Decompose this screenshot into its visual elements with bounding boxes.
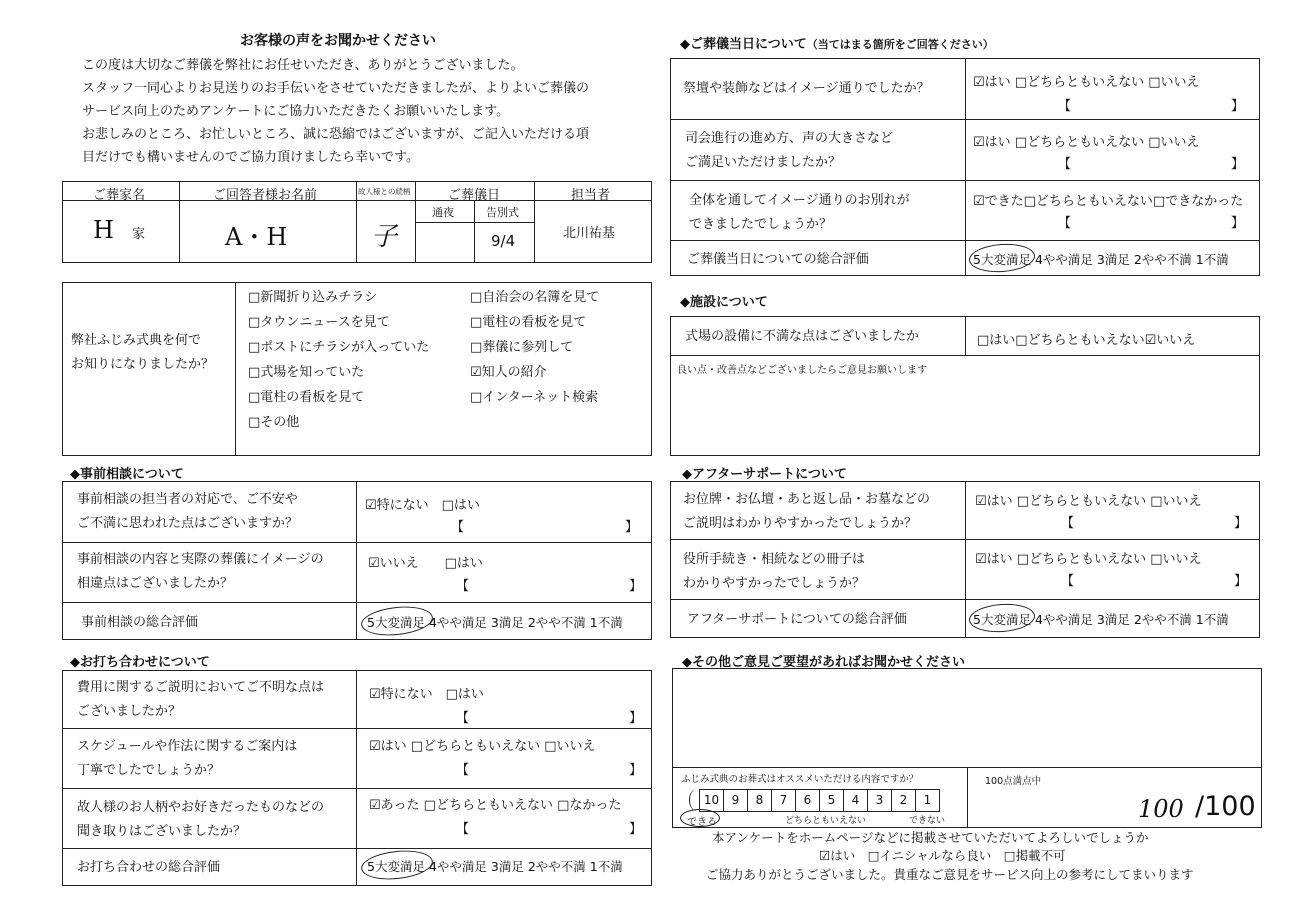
- section-after-support: ◆アフターサポートについて: [682, 467, 847, 482]
- rating-4[interactable]: 4やや満足: [428, 859, 487, 874]
- intro-text: [82, 54, 589, 169]
- question-line: ご満足いただけましたか？: [685, 155, 842, 170]
- how-known-options-left: [248, 285, 429, 435]
- bracket-close: 】: [629, 711, 643, 726]
- recommend-10[interactable]: 10: [699, 789, 724, 812]
- meeting-a2[interactable]: ☑はい □どちらともいえない □いいえ: [369, 739, 596, 754]
- option-post-flyer[interactable]: □ポストにチラシが入っていた: [248, 340, 430, 355]
- recommend-5[interactable]: 5: [819, 789, 844, 812]
- how-known-question: [71, 329, 214, 377]
- meeting-q4: お打ち合わせの総合評価: [77, 860, 221, 875]
- pre-consult-q1: [77, 488, 298, 536]
- bracket-open: 【: [456, 579, 470, 594]
- how-known-options-right: [470, 285, 599, 410]
- intro-line: お悲しみのところ、お忙しいところ、誠に恐縮ではございますが、ご記入いただける項: [82, 127, 590, 142]
- question-line: 事前相談の内容と実際の葬儀にイメージの: [77, 552, 324, 567]
- relation-value: 子: [371, 222, 398, 252]
- question-line: スケジュールや作法に関するご案内は: [77, 739, 298, 754]
- rating-3[interactable]: 3満足: [1096, 612, 1130, 627]
- option-pole-sign-2[interactable]: □電柱の看板を見て: [470, 315, 587, 330]
- option-community-list[interactable]: □自治会の名簿を見て: [470, 290, 600, 305]
- other-box: [672, 668, 1262, 828]
- header-relation: 故人様との続柄: [358, 187, 411, 196]
- funeral-day-q3: [689, 189, 910, 237]
- funeral-day-a3[interactable]: ☑できた□どちらともいえない□できなかった: [973, 194, 1244, 209]
- info-table: [62, 181, 652, 263]
- question-line: 弊社ふじみ式典を何で: [71, 333, 202, 348]
- rating-1[interactable]: 1不満: [589, 859, 623, 874]
- meeting-a3[interactable]: ☑あった □どちらともいえない □なかった: [369, 798, 622, 813]
- question-line: 司会進行の進め方、声の大きさなど: [685, 131, 894, 146]
- intro-line: サービス向上のためアンケートにご協力いただきたくお願いいたします。: [82, 104, 510, 119]
- section-meeting: ◆お打ち合わせについて: [70, 655, 210, 670]
- rating-2[interactable]: 2やや不満: [527, 859, 586, 874]
- funeral-day-q1: 祭壇や装飾などはイメージ通りでしたか？: [683, 81, 930, 96]
- rating-1[interactable]: 1不満: [1195, 252, 1229, 267]
- score-total: /100: [1195, 791, 1256, 822]
- bracket-close: 】: [1231, 99, 1245, 114]
- question-line: できましたでしょうか？: [689, 217, 833, 232]
- pre-consult-a2[interactable]: ☑いいえ □はい: [368, 556, 483, 571]
- label-can: できる: [687, 817, 717, 828]
- recommend-9[interactable]: 9: [723, 789, 748, 812]
- question-line: 全体を通してイメージ通りのお別れが: [689, 193, 910, 208]
- bracket-open: 【: [456, 763, 470, 778]
- rating-4[interactable]: 4やや満足: [1034, 612, 1093, 627]
- bracket-close: 】: [1231, 157, 1245, 172]
- question-line: 事前相談の担当者の対応で、ご不安や: [77, 492, 298, 507]
- recommend-3[interactable]: 3: [867, 789, 892, 812]
- rating-4[interactable]: 4やや満足: [1034, 252, 1093, 267]
- meeting-a1[interactable]: ☑特にない □はい: [369, 687, 484, 702]
- section-facility: ◆施設について: [680, 295, 768, 310]
- selection-circle: [360, 603, 435, 638]
- family-suffix: 家: [132, 227, 146, 242]
- funeral-day-a1[interactable]: ☑はい □どちらともいえない □いいえ: [973, 75, 1200, 90]
- recommend-1[interactable]: 1: [915, 789, 940, 812]
- bracket-open: 【: [1061, 574, 1075, 589]
- selection-circle: [360, 847, 435, 882]
- question-line: ございましたか？: [77, 704, 182, 719]
- bracket-close: 】: [1234, 574, 1248, 589]
- option-acquaintance[interactable]: ☑知人の紹介: [470, 365, 547, 380]
- selection-circle: [680, 809, 720, 827]
- after-q3: アフターサポートについての総合評価: [687, 612, 907, 627]
- pre-consult-q3: 事前相談の総合評価: [81, 615, 199, 630]
- intro-line: 目だけでも構いませんのでご協力頂けましたら幸いです。: [82, 150, 419, 165]
- bracket-close: 】: [629, 579, 643, 594]
- after-q1: [683, 488, 930, 536]
- question-line: ご不満に思われた点はございますか？: [77, 516, 299, 531]
- question-line: 故人様のお人柄やお好きだったものなどの: [77, 800, 325, 815]
- section-pre-consult: ◆事前相談について: [70, 467, 184, 482]
- recommend-6[interactable]: 6: [795, 789, 820, 812]
- header-staff: 担当者: [571, 188, 611, 203]
- pre-consult-a1[interactable]: ☑特にない □はい: [365, 498, 480, 513]
- score-handwritten: 100: [1138, 795, 1184, 823]
- header-family: ご葬家名: [93, 188, 146, 203]
- section-funeral-day: [680, 33, 994, 52]
- question-line: お知りになりましたか？: [71, 357, 215, 372]
- question-line: お位牌・お仏壇・あと返し品・お墓などの: [683, 492, 931, 507]
- option-other[interactable]: □その他: [248, 415, 300, 430]
- facility-box: [670, 316, 1260, 456]
- selection-circle: [968, 602, 1036, 635]
- rating-4[interactable]: 4やや満足: [428, 615, 487, 630]
- question-line: 役所手続き・相続などの冊子は: [683, 552, 866, 567]
- section-other: ◆その他ご意見ご要望があればお聞かせください: [682, 655, 965, 670]
- meeting-q2: [77, 735, 297, 783]
- meeting-box: [62, 670, 652, 886]
- question-line: 聞き取りはございましたか？: [77, 824, 247, 839]
- option-town-news[interactable]: □タウンニュースを見て: [248, 315, 390, 330]
- rating-2[interactable]: 2やや不満: [1133, 612, 1192, 627]
- label-cannot: できない: [909, 816, 946, 826]
- meeting-q1: [77, 676, 324, 724]
- header-respondent: ご回答者様お名前: [213, 188, 318, 203]
- question-line: 丁寧でしたでしょうか？: [77, 763, 221, 778]
- bracket-open: 【: [451, 520, 465, 535]
- bracket-close: 】: [629, 822, 643, 837]
- bracket-open: 【: [456, 822, 470, 837]
- after-support-box: [670, 481, 1260, 638]
- bracket-close: 】: [625, 520, 639, 535]
- header-kokubetsu: 告別式: [486, 206, 519, 219]
- rating-1[interactable]: 1不満: [1195, 612, 1229, 627]
- header-tsuya: 通夜: [432, 206, 454, 219]
- bracket-open: 【: [456, 711, 470, 726]
- facility-note: 良い点・改善点などございましたらご意見お願いします: [677, 365, 927, 376]
- kokubetsu-date: 9/4: [491, 232, 516, 250]
- after-q2: [683, 548, 865, 596]
- meeting-q3: [77, 796, 324, 844]
- bracket-open: 【: [1061, 516, 1075, 531]
- intro-line: この度は大切なご葬儀を弊社にお任せいただき、ありがとうございました。: [82, 58, 524, 73]
- facility-a1[interactable]: □はい□どちらともいえない☑いいえ: [977, 333, 1196, 348]
- rating-2[interactable]: 2やや不満: [527, 615, 586, 630]
- how-known-box: [62, 282, 652, 456]
- recommend-7[interactable]: 7: [771, 789, 796, 812]
- family-name: H: [93, 216, 114, 244]
- question-line: 費用に関するご説明においてご不明な点は: [77, 680, 325, 695]
- question-line: わかりやすかったでしょうか？: [683, 576, 866, 591]
- recommend-2[interactable]: 2: [891, 789, 916, 812]
- after-a1[interactable]: ☑はい □どちらともいえない □いいえ: [975, 494, 1202, 509]
- respondent-name: A・H: [225, 223, 288, 251]
- bracket-close: 】: [1231, 216, 1245, 231]
- recommend-8[interactable]: 8: [747, 789, 772, 812]
- bracket-close: 】: [1234, 516, 1248, 531]
- rating-3[interactable]: 3満足: [490, 859, 524, 874]
- selection-circle-stroke: [689, 789, 704, 811]
- bracket-open: 【: [1058, 157, 1072, 172]
- publish-question: 本アンケートをホームページなどに掲載させていただいてよろしいでしょうか: [712, 830, 1149, 845]
- pre-consult-q2: [77, 548, 324, 596]
- publish-answer[interactable]: ☑はい □イニシャルなら良い □掲載不可: [819, 848, 1066, 863]
- question-line: ご説明はわかりやすかったでしょうか？: [683, 516, 918, 531]
- section-note: （当てはまる箇所をご回答ください）: [806, 38, 994, 51]
- after-a2[interactable]: ☑はい □どちらともいえない □いいえ: [975, 552, 1202, 567]
- score-label: 100点満点中: [985, 776, 1042, 787]
- facility-q1: 式場の設備に不満な点はございましたか: [685, 329, 920, 344]
- thanks-text: ご協力ありがとうございました。貴重なご意見をサービス向上の参考にしてまいります: [706, 867, 1194, 882]
- option-newspaper-flyer[interactable]: □新聞折り込みチラシ: [248, 290, 378, 305]
- option-knew-venue[interactable]: □式場を知っていた: [248, 365, 365, 380]
- bracket-open: 【: [1058, 99, 1072, 114]
- recommend-4[interactable]: 4: [843, 789, 868, 812]
- staff-name: 北川祐基: [563, 226, 616, 241]
- option-pole-sign[interactable]: □電柱の看板を見て: [248, 390, 365, 405]
- rating-3[interactable]: 3満足: [1096, 252, 1130, 267]
- rating-5[interactable]: 5大変満足: [973, 612, 1031, 627]
- bracket-close: 】: [629, 763, 643, 778]
- bracket-open: 【: [1058, 216, 1072, 231]
- label-neutral: どちらともいえない: [785, 816, 867, 826]
- funeral-day-box: [670, 58, 1260, 276]
- rating-3[interactable]: 3満足: [490, 615, 524, 630]
- recommend-question: ふじみ式典のお葬式はオススメいただける内容ですか？: [681, 774, 919, 785]
- rating-1[interactable]: 1不満: [589, 615, 623, 630]
- selection-circle: [968, 242, 1036, 275]
- rating-2[interactable]: 2やや不満: [1133, 252, 1192, 267]
- section-title: ◆ご葬儀当日について: [680, 37, 807, 52]
- pre-consult-box: [62, 481, 652, 640]
- intro-line: スタッフ一同心よりお見送りのお手伝いをさせていただきましたが、よりよいご葬儀の: [82, 81, 590, 96]
- rating-5[interactable]: 5大変満足: [367, 859, 425, 874]
- question-line: 相違点はございましたか？: [77, 576, 234, 591]
- rating-5[interactable]: 5大変満足: [367, 615, 425, 630]
- rating-5[interactable]: 5大変満足: [973, 252, 1031, 267]
- funeral-day-q2: [685, 127, 893, 175]
- funeral-day-q4: ご葬儀当日についての総合評価: [687, 252, 869, 267]
- page-title: お客様の声をお聞かせください: [240, 33, 436, 49]
- option-attended-funeral[interactable]: □葬儀に参列して: [470, 340, 574, 355]
- funeral-day-a2[interactable]: ☑はい □どちらともいえない □いいえ: [973, 135, 1200, 150]
- option-internet[interactable]: □インターネット検索: [470, 390, 599, 405]
- header-date: ご葬儀日: [448, 188, 501, 203]
